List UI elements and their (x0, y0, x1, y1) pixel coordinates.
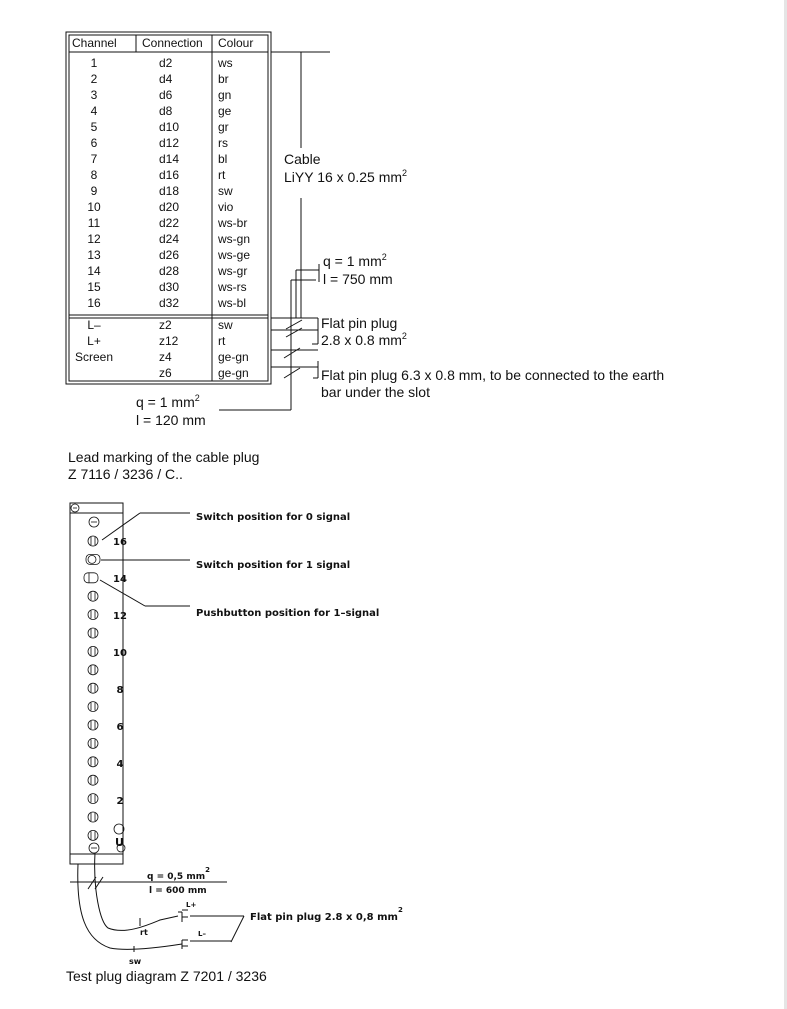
row-channel: 10 (87, 200, 101, 214)
cable-spec: LiYY 16 x 0.25 $mm^2$ (284, 168, 408, 185)
row-channel: 1 (90, 56, 98, 70)
row-colour: rt (218, 168, 226, 182)
row-colour: ws-bl (218, 296, 247, 310)
row-connection: d16 (159, 168, 180, 182)
row-channel: 5 (90, 120, 98, 134)
board-number-label: 16 (113, 537, 127, 548)
row-colour: ws-gn (218, 232, 251, 246)
row-connection: d4 (159, 72, 173, 86)
row-colour: ws-rs (218, 280, 247, 294)
switch-knob-icon (88, 555, 96, 563)
flat-plug-test-label: Flat pin plug 2.8 x 0,8 $mm^2$ (250, 906, 403, 923)
sw-label: sw (129, 957, 142, 966)
flat-plug-2-line1: Flat pin plug 6.3 x 0.8 mm, to be connected to the earth (321, 367, 665, 383)
row-connection: d6 (159, 88, 173, 102)
switch-0-label: Switch position for 0 signal (196, 512, 351, 523)
toggle-switch-icon (88, 646, 98, 656)
power-colour: rt (218, 334, 226, 348)
toggle-switch-icon (88, 702, 98, 712)
board-number-label: 4 (116, 759, 124, 770)
row-connection: d18 (159, 184, 180, 198)
row-channel: 16 (87, 296, 101, 310)
toggle-switch-icon (88, 757, 98, 767)
l-test-label: l = 600 mm (149, 886, 207, 896)
toggle-switch-icon (88, 591, 98, 601)
lplus-label: L+ (186, 901, 197, 909)
cable-title: Cable (284, 151, 321, 167)
power-label: Screen (74, 350, 114, 364)
test-cable (70, 853, 244, 952)
l-right: l = 750 mm (323, 271, 393, 287)
row-channel: 4 (90, 104, 98, 118)
flat-plug-1-dim: 2.8 x 0.8 $mm^2$ (321, 331, 407, 348)
pushbutton-label: Pushbutton position for 1–signal (196, 608, 380, 619)
row-channel: 11 (87, 216, 101, 230)
board-number-label: 8 (116, 685, 124, 696)
power-label: L+ (87, 334, 101, 348)
toggle-switch-icon (88, 610, 98, 620)
header-connection: Connection (142, 36, 203, 50)
switch-leader-lines (100, 513, 190, 606)
toggle-switch-icon (88, 738, 98, 748)
test-plug-board (70, 503, 127, 864)
row-connection: d20 (159, 200, 180, 214)
row-channel: 13 (87, 248, 101, 262)
power-label: L– (87, 318, 101, 332)
row-channel: 9 (90, 184, 98, 198)
caption-cable-plug (68, 449, 259, 483)
row-channel: 2 (90, 72, 98, 86)
row-colour: ge (218, 104, 232, 118)
row-colour: sw (218, 184, 233, 198)
row-channel: 3 (90, 88, 98, 102)
q-bottom: q = 1 $mm^2$ (136, 393, 200, 410)
row-channel: 6 (90, 136, 98, 150)
header-colour: Colour (218, 36, 254, 50)
row-colour: rs (218, 136, 228, 150)
toggle-switch-icon (88, 665, 98, 675)
row-colour: bl (218, 152, 228, 166)
row-connection: d2 (159, 56, 173, 70)
board-number-label: 10 (113, 648, 127, 659)
caption-1-line2: Z 7116 / 3236 / C.. (68, 466, 183, 482)
row-connection: d26 (159, 248, 180, 262)
caption-1-line1: Lead marking of the cable plug (68, 449, 260, 465)
row-colour: ws-gr (218, 264, 248, 278)
connection-table (66, 32, 271, 384)
row-connection: d14 (159, 152, 180, 166)
board-numbers (113, 537, 127, 807)
row-colour: ws (218, 56, 233, 70)
table-rows (87, 56, 250, 310)
rt-label: rt (140, 928, 148, 937)
toggle-switch-icon (88, 794, 98, 804)
row-connection: d24 (159, 232, 180, 246)
power-rows (75, 318, 249, 380)
pushbutton-icon (84, 573, 98, 583)
power-colour: sw (218, 318, 233, 332)
l-bottom: l = 120 mm (136, 412, 206, 428)
caption-test-plug: Test plug diagram Z 7201 / 3236 (66, 968, 267, 984)
toggle-switch-icon (88, 536, 98, 546)
row-connection: d10 (159, 120, 180, 134)
row-connection: d30 (159, 280, 180, 294)
toggle-switch-icon (88, 830, 98, 840)
row-connection: d8 (159, 104, 173, 118)
power-connection: z6 (159, 366, 172, 380)
row-connection: d12 (159, 136, 180, 150)
row-colour: gn (218, 88, 232, 102)
power-connection: z12 (159, 334, 179, 348)
q-right: q = 1 $mm^2$ (323, 252, 387, 269)
board-frame (70, 503, 123, 864)
row-connection: d22 (159, 216, 180, 230)
power-colour: ge-gn (218, 366, 249, 380)
flat-plug-2-line2: bar under the slot (321, 384, 430, 400)
row-colour: br (218, 72, 229, 86)
row-channel: 7 (90, 152, 98, 166)
switch-1-label: Switch position for 1 signal (196, 560, 351, 571)
row-connection: d28 (159, 264, 180, 278)
power-colour: ge-gn (218, 350, 249, 364)
row-channel: 8 (90, 168, 98, 182)
flat-plug-1: Flat pin plug (321, 315, 398, 331)
row-colour: ws-br (218, 216, 248, 230)
row-colour: vio (218, 200, 234, 214)
board-number-label: 14 (113, 574, 127, 585)
toggle-switch-icon (88, 720, 98, 730)
row-channel: 12 (87, 232, 101, 246)
toggle-switch-icon (88, 812, 98, 822)
switch-column (84, 536, 100, 840)
toggle-switch-icon (88, 775, 98, 785)
board-u-label: U (115, 836, 124, 849)
board-number-label: 12 (113, 611, 127, 622)
header-channel: Channel (72, 36, 117, 50)
lminus-label: L– (198, 930, 206, 938)
row-channel: 14 (87, 264, 101, 278)
row-connection: d32 (159, 296, 180, 310)
toggle-switch-icon (88, 683, 98, 693)
row-colour: gr (218, 120, 229, 134)
row-channel: 15 (87, 280, 101, 294)
board-number-label: 6 (116, 722, 124, 733)
power-connection: z4 (159, 350, 172, 364)
q-test-label: q = 0,5 $mm^2$ (147, 866, 210, 882)
toggle-switch-icon (88, 628, 98, 638)
power-connection: z2 (159, 318, 172, 332)
row-colour: ws-ge (218, 248, 251, 262)
board-number-label: 2 (116, 796, 124, 807)
